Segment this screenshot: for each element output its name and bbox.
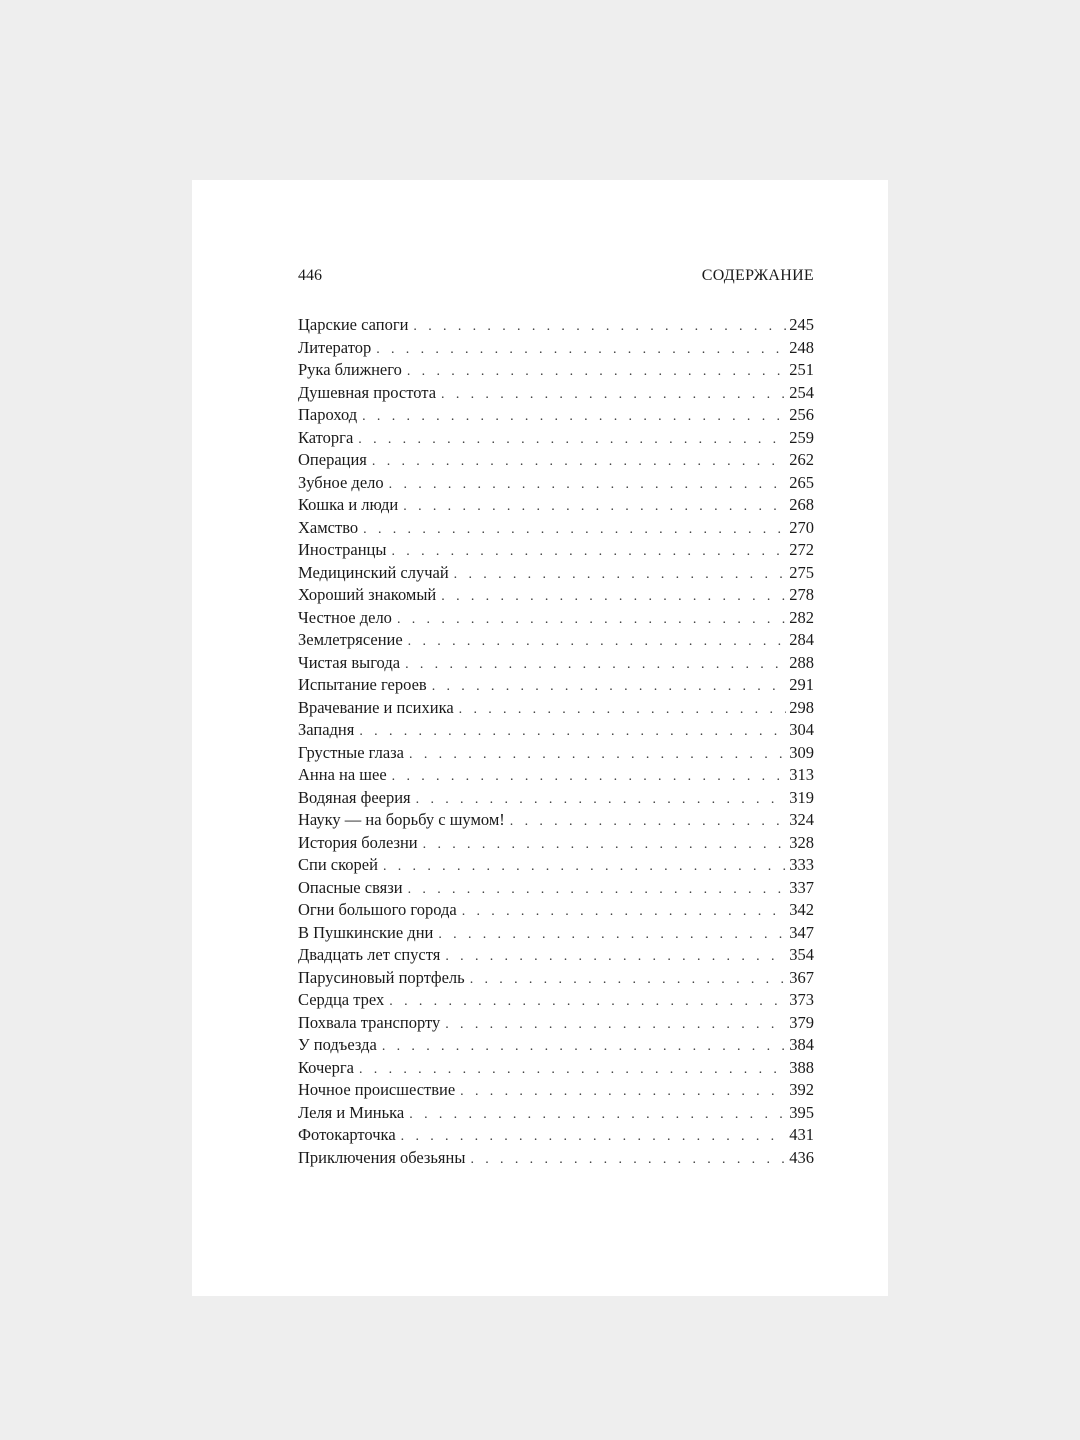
dot-leader [392,766,787,787]
dot-leader [454,564,787,585]
toc-entry-title: Похвала транспорту [298,1012,441,1032]
toc-entry [298,967,814,990]
toc-entry-page: 254 [789,382,814,402]
toc-entry-title: Операция [298,450,367,469]
toc-entry-title: Рука ближнего [298,360,402,379]
dot-leader [397,609,786,630]
toc-entry-title: Иностранцы [298,540,387,559]
dot-leader [382,1036,786,1057]
dot-leader [441,384,786,405]
toc-entry-page: 367 [789,967,814,987]
dot-leader [441,586,786,607]
toc-entry-title: Спи скорей [298,855,378,874]
toc-entry [298,359,814,382]
toc-entry [298,607,814,630]
toc-entry-title: Душевная простота [298,382,437,402]
toc-entry [298,742,814,765]
toc-entry [298,562,814,585]
toc-entry-page: 265 [789,472,814,492]
toc-entry [298,427,814,450]
dot-leader [445,1014,786,1035]
toc-entry [298,652,814,675]
dot-leader [445,946,786,967]
toc-entry [298,674,814,697]
toc-entry-title: Сердца трех [298,990,385,1009]
toc-entry-title: Опасные связи [298,877,403,897]
toc-entry [298,697,814,720]
toc-entry [298,539,814,562]
dot-leader [391,541,786,562]
toc-entry-title: Чистая выгода [298,652,401,672]
toc-entry-title: Царские сапоги [298,315,409,334]
dot-leader [470,969,787,990]
toc-entry [298,809,814,832]
toc-entry-title: Двадцать лет спустя [298,945,441,964]
dot-leader [407,361,786,382]
toc-entry-title: Науку — на борьбу с шумом! [298,810,505,829]
toc-entry [298,584,814,607]
toc-entry-title: В Пушкинские дни [298,922,434,942]
toc-entry-page: 319 [789,787,814,807]
toc-entry-title: Литератор [298,337,372,357]
toc-entry-page: 278 [789,585,814,604]
toc-entry [298,1124,814,1147]
table-of-contents [298,314,814,1169]
dot-leader [389,991,786,1012]
toc-entry-page: 384 [789,1035,814,1054]
toc-entry [298,337,814,360]
toc-entry-page: 431 [789,1125,814,1144]
toc-entry-page: 333 [789,855,814,874]
section-title: СОДЕРЖАНИЕ [701,267,814,284]
toc-entry-page: 392 [789,1080,814,1099]
dot-leader [405,654,786,675]
toc-entry-title: Зубное дело [298,472,384,492]
running-head [298,264,814,288]
toc-entry-page: 248 [789,337,814,357]
dot-leader [413,316,786,337]
toc-entry-title: Огни большого города [298,900,457,919]
toc-entry [298,854,814,877]
book-page [192,180,888,1296]
dot-leader [462,901,787,922]
toc-entry-page: 291 [789,675,814,694]
toc-entry-title: Пароход [298,405,358,424]
toc-entry-page: 284 [789,630,814,649]
toc-entry-title: Западня [298,720,355,739]
toc-entry [298,1012,814,1035]
toc-entry-page: 262 [789,450,814,469]
dot-leader [372,451,786,472]
dot-leader [423,834,787,855]
toc-entry [298,944,814,967]
dot-leader [459,699,787,720]
toc-entry [298,1079,814,1102]
dot-leader [460,1081,786,1102]
toc-entry-page: 270 [789,517,814,537]
toc-entry-title: Леля и Минька [298,1102,405,1122]
toc-entry [298,449,814,472]
toc-entry [298,1057,814,1080]
page-number: 446 [298,267,322,284]
toc-entry-page: 309 [789,742,814,762]
toc-entry-page: 342 [789,900,814,919]
toc-entry-title: Фотокарточка [298,1125,396,1144]
toc-entry [298,832,814,855]
dot-leader [432,676,787,697]
toc-entry-page: 259 [789,427,814,447]
dot-leader [409,744,786,765]
toc-entry-page: 268 [789,495,814,514]
toc-entry-title: Медицинский случай [298,562,449,582]
toc-entry-title: Грустные глаза [298,742,405,762]
toc-entry-title: Приключения обезьяны [298,1147,466,1167]
dot-leader [389,474,787,495]
toc-entry-page: 379 [789,1012,814,1032]
toc-entry [298,877,814,900]
dot-leader [403,496,786,517]
toc-entry-title: Врачевание и психика [298,697,454,717]
toc-entry-page: 304 [789,720,814,739]
toc-entry [298,719,814,742]
toc-entry-title: Землетрясение [298,630,403,649]
toc-entry-title: Хороший знакомый [298,585,437,604]
toc-entry-page: 288 [789,652,814,672]
toc-entry-page: 337 [789,877,814,897]
toc-entry-page: 388 [789,1057,814,1077]
dot-leader [363,519,786,540]
toc-entry [298,989,814,1012]
toc-entry [298,1034,814,1057]
toc-entry [298,764,814,787]
dot-leader [383,856,786,877]
toc-entry [298,629,814,652]
toc-entry-page: 354 [789,945,814,964]
toc-entry-page: 251 [789,360,814,379]
dot-leader [359,721,786,742]
toc-entry [298,314,814,337]
toc-entry-title: Хамство [298,517,359,537]
toc-entry [298,922,814,945]
dot-leader [470,1149,786,1170]
dot-leader [359,1059,786,1080]
toc-entry-page: 298 [789,697,814,717]
toc-entry-title: Кошка и люди [298,495,399,514]
toc-entry [298,472,814,495]
toc-entry-page: 395 [789,1102,814,1122]
toc-entry-page: 324 [789,810,814,829]
toc-entry-page: 373 [789,990,814,1009]
toc-entry-title: Честное дело [298,607,392,627]
toc-entry-page: 256 [789,405,814,424]
toc-entry-page: 347 [789,922,814,942]
toc-entry-title: Каторга [298,427,354,447]
toc-entry-title: История болезни [298,832,418,852]
toc-entry [298,1102,814,1125]
toc-entry-page: 282 [789,607,814,627]
dot-leader [510,811,786,832]
dot-leader [358,429,786,450]
toc-entry-page: 245 [789,315,814,334]
toc-entry [298,517,814,540]
toc-entry-title: Водяная феерия [298,787,411,807]
toc-entry-title: Парусиновый портфель [298,967,465,987]
dot-leader [408,879,787,900]
toc-entry [298,787,814,810]
toc-entry-page: 313 [789,765,814,784]
toc-entry [298,382,814,405]
dot-leader [362,406,786,427]
toc-entry [298,494,814,517]
toc-entry-title: Испытание героев [298,675,427,694]
dot-leader [376,339,786,360]
dot-leader [408,631,787,652]
toc-entry [298,1147,814,1170]
toc-entry-page: 328 [789,832,814,852]
toc-entry-page: 275 [789,562,814,582]
toc-entry [298,899,814,922]
dot-leader [401,1126,787,1147]
toc-entry-title: Анна на шее [298,765,387,784]
toc-entry [298,404,814,427]
toc-entry-title: Кочерга [298,1057,354,1077]
toc-entry-page: 436 [789,1147,814,1167]
toc-entry-title: У подъезда [298,1035,377,1054]
dot-leader [416,789,787,810]
toc-entry-page: 272 [789,540,814,559]
dot-leader [438,924,786,945]
toc-entry-title: Ночное происшествие [298,1080,456,1099]
dot-leader [409,1104,786,1125]
